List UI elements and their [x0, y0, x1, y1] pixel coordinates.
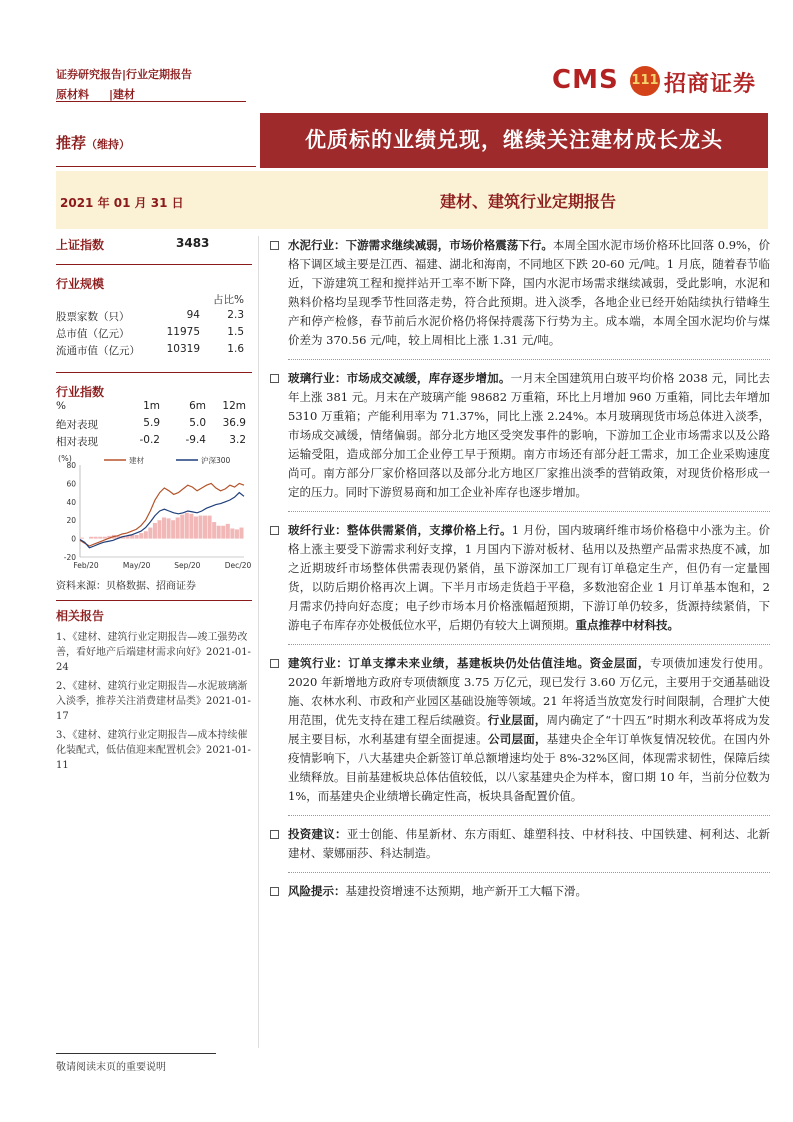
chart-bar-relative	[94, 537, 98, 539]
chart-ytick-label: 40	[66, 497, 76, 507]
chart-bar-relative	[103, 537, 107, 539]
fiber-tail: 重点推荐中材科技。	[575, 618, 679, 632]
macro-text: 专项债加速发行使用。2020 年新增地方政府专项债额度 3.75 万亿元，现已发行 3.60 万亿元，主要用于交通基础设施、农林水利、市政和产业园区基础设施等领域。21 年将适当放宽发行时间限制，合理扩大使用范围，优先支持在建工程后续融资。	[288, 656, 771, 727]
company-text: 基建央企全年订单恢复情况较优。在国内外疫情影响下，八大基建央企新签订单总额增速均处于 8%-32%区间，体现需求韧性，保障后续业绩释放。目前基建板块总体估值较低，以八家基建央企为样本，窗口期 10 年，当前分位数为 1%，而基建央企业绩增长确定性高，板块具备配置价值。	[288, 732, 771, 803]
report-sector	[56, 86, 135, 102]
chart-ytick-label: -20	[63, 553, 76, 562]
pct-header: 占比%	[213, 294, 244, 306]
rating	[56, 132, 130, 153]
chart-bar-relative	[157, 520, 161, 538]
chart-bar-relative	[167, 518, 171, 538]
construction-lead: 建筑行业：订单支撑未来业绩，基建板块仍处估值洼地。	[288, 656, 590, 670]
chart-bar-relative	[194, 517, 198, 539]
scale-label: 股票家数（只）	[56, 311, 130, 323]
chart-xtick-label: May/20	[122, 561, 151, 570]
scale-row	[56, 326, 252, 343]
fiber-lead: 玻纤行业：整体供需紧俏，支撑价格上行。	[288, 523, 512, 537]
rating-rule	[56, 166, 256, 167]
chart-bar-relative	[239, 528, 243, 539]
chart-bar-relative	[80, 538, 84, 539]
glass-lead: 玻璃行业：市场成交减缓，库存逐步增加。	[288, 371, 511, 385]
related-report[interactable]: 2、《建材、建筑行业定期报告—水泥玻璃渐入淡季，推荐关注消费建材品类》2021-01-17	[56, 681, 251, 722]
bullet-box-icon	[270, 374, 279, 383]
index-12m: 3.2	[229, 434, 246, 446]
chart-ylabel: (%)	[58, 454, 72, 463]
risk-section	[268, 882, 770, 901]
chart-ytick-label: 20	[66, 516, 76, 526]
chart-bar-relative	[162, 517, 166, 538]
section-divider	[288, 872, 770, 873]
footer-note: 敬请阅读末页的重要说明	[56, 1053, 216, 1073]
report-body	[268, 236, 770, 910]
header-rule	[56, 101, 246, 102]
index-header-1m: 1m	[143, 400, 160, 412]
index-row	[56, 236, 252, 258]
scale-row	[56, 343, 252, 360]
chart-bar-relative	[185, 513, 189, 539]
chart-bar-relative	[148, 528, 152, 539]
index-6m: 5.0	[189, 417, 206, 429]
section-divider	[288, 359, 770, 360]
fiber-text: 1 月份，国内玻璃纤维市场价格稳中小涨为主。价格上涨主要受下游需求利好支撑，1 月国内下游对板材、毡用以及热塑产品需求热度不减，加之近期玻纤市场整体供需表现仍紧俏，虽下游深加工厂现有订单稳定生产，但仍有一定量囤货，以防后期价格再次上调。下半月市场走货趋于平稳，多数池窑企业 1 月订单基本饱和，2 月需求仍持向好态度；电子纱市场本月价格涨幅超预期，下游订单仍较多，货源持续紧俏，下游电子布库存亦处极低位水平，后期仍有较大上调预期。	[288, 523, 770, 632]
chart-ytick-label: 80	[66, 461, 76, 470]
index-chart-svg	[56, 453, 252, 573]
scale-pct: 1.6	[227, 343, 244, 355]
advice-text: 亚士创能、伟星新材、东方雨虹、雄塑科技、中材科技、中国铁建、柯利达、北新建材、蒙娜丽莎、科达制造。	[288, 827, 770, 860]
chart-bar-relative	[89, 537, 93, 539]
chart-bar-relative	[203, 516, 207, 539]
bullet-box-icon	[270, 659, 279, 668]
report-date: 2021 年 01 月 31 日	[60, 196, 184, 210]
cement-lead: 水泥行业：下游需求继续减弱，市场价格震荡下行。	[288, 238, 553, 252]
chart-bar-relative	[189, 514, 193, 539]
scale-label: 总市值（亿元）	[56, 328, 130, 340]
index-value: 3483	[176, 236, 210, 250]
section-divider	[288, 644, 770, 645]
scale-row	[56, 309, 252, 326]
glass-text: 一月末全国建筑用白玻平均价格 2038 元，同比去年上涨 381 元。月末在产玻璃产能 98682 万重箱，环比上月增加 960 万重箱，同比去年增加 5310 万重箱；产能利用率为 71.37%，同比上涨 2.24%。本月玻璃现货市场总体进入淡季，市场成交减缓，情绪偏弱。部分北方地区受突发事件的影响，下游加工企业市场需求以及公路运输受阻，造成部分加工企业停工早于预期。南方市场还有部分赶工需求，加工企业采购速度尚可。南方部分厂家价格回落以及部分北方地区厂家推出淡季的营销政策，对现货价格形成一定的压力。同时下游贸易商和加工企业补库存也逐步增加。	[288, 371, 771, 499]
subsector-label: |建材	[109, 88, 136, 101]
industry-index-title: 行业指数	[56, 372, 252, 400]
index-row-relative	[56, 434, 252, 451]
macro-label: 资金层面，	[589, 656, 650, 670]
chart-bar-relative	[221, 526, 225, 539]
scale-pct: 2.3	[227, 309, 244, 321]
rating-label: 推荐	[56, 134, 87, 152]
index-1m: -0.2	[139, 434, 160, 446]
index-row-label: 相对表现	[56, 436, 98, 448]
chart-ytick-label: 0	[71, 534, 76, 544]
industry-text: 周内确定了“十四五”时期水利改革将成为发展主要目标，水利基建有望全面提速。	[288, 713, 770, 746]
advice-lead: 投资建议：	[288, 827, 347, 841]
chart-legend-label: 沪深300	[201, 456, 231, 465]
index-chart	[56, 453, 252, 573]
scale-value: 10319	[166, 343, 200, 355]
chart-bar-relative	[171, 520, 175, 538]
chart-bar-relative	[98, 537, 102, 539]
scale-value: 11975	[166, 326, 200, 338]
cement-section	[268, 236, 770, 350]
chart-bar-relative	[217, 526, 221, 539]
scale-header	[56, 292, 252, 309]
logo-cms-text: CMS	[552, 65, 619, 95]
chart-bar-relative	[144, 531, 148, 538]
chart-xtick-label: Dec/20	[224, 561, 252, 570]
logo-cn-text: 招商证券	[664, 72, 757, 97]
index-header-6m: 6m	[189, 400, 206, 412]
chart-bar-relative	[153, 523, 157, 539]
industry-label: 行业层面，	[487, 713, 547, 727]
index-1m: 5.9	[143, 417, 160, 429]
index-header-row	[56, 400, 252, 417]
index-label: 上证指数	[56, 238, 105, 252]
bullet-box-icon	[270, 830, 279, 839]
section-divider	[288, 511, 770, 512]
chart-bar-relative	[135, 535, 139, 539]
column-divider	[258, 236, 259, 1048]
rating-note: （维持）	[86, 138, 131, 151]
fiber-section	[268, 521, 770, 635]
index-header-12m: 12m	[222, 400, 246, 412]
related-title: 相关报告	[56, 609, 105, 623]
cement-text: 本周全国水泥市场价格环比回落 0.9%，价格下调区域主要是江西、福建、湖北和海南，不同地区下跌 20-60 元/吨。1 月底，随着春节临近，下游建筑工程和搅拌站开工率不断下降，国内水泥市场需求继续减弱，受此影响，水泥和熟料价格均呈现季节性回落走势，符合此预期。进入淡季，各地企业已经开始陆续执行错峰生产和停产检修，春节前后水泥价格仍将保持震荡下行势为主。成本端，本周全国水泥均价与煤价差为 370.56 元/吨，较上周相比上涨 1.31 元/吨。	[288, 238, 770, 347]
industry-scale-title: 行业规模	[56, 264, 252, 292]
chart-bar-relative	[212, 522, 216, 539]
report-type: 建材、建筑行业定期报告	[440, 192, 617, 211]
chart-bar-relative	[208, 516, 212, 539]
chart-legend-label: 建材	[129, 456, 144, 465]
logo-badge-icon: 111	[630, 66, 660, 96]
index-row-label: 绝对表现	[56, 419, 98, 431]
construction-section	[268, 654, 770, 806]
chart-bar-relative	[235, 529, 239, 538]
related-report[interactable]: 3、《建材、建筑行业定期报告—成本持续催化装配式，低估值迎来配置机会》2021-01-11	[56, 730, 251, 771]
advice-section	[268, 825, 770, 863]
risk-lead: 风险提示：	[288, 884, 346, 898]
scale-value: 94	[186, 309, 200, 321]
scale-label: 流通市值（亿元）	[56, 345, 140, 357]
chart-bar-relative	[230, 528, 234, 538]
cms-logo	[552, 62, 772, 102]
section-divider	[288, 815, 770, 816]
related-report[interactable]: 1、《建材、建筑行业定期报告—竣工强势改善，看好地产后端建材需求向好》2021-01-24	[56, 632, 251, 673]
chart-bar-relative	[180, 515, 184, 539]
report-title: 优质标的业绩兑现，继续关注建材成长龙头	[260, 113, 768, 168]
chart-bar-relative	[226, 524, 230, 539]
company-label: 公司层面，	[487, 732, 547, 746]
index-row-absolute	[56, 417, 252, 434]
bullet-box-icon	[270, 526, 279, 535]
sector-label: 原材料	[56, 88, 89, 101]
index-header-pct: %	[56, 400, 66, 412]
glass-section	[268, 369, 770, 502]
bullet-box-icon	[270, 241, 279, 250]
chart-xtick-label: Feb/20	[73, 561, 99, 570]
index-6m: -9.4	[185, 434, 206, 446]
chart-bar-relative	[176, 517, 180, 538]
report-category: 证券研究报告|行业定期报告	[56, 68, 193, 81]
scale-pct: 1.5	[227, 326, 244, 338]
chart-xtick-label: Sep/20	[174, 561, 201, 570]
chart-bar-relative	[198, 516, 202, 539]
chart-bar-relative	[139, 533, 143, 539]
chart-source: 资料来源：贝格数据、招商证券	[56, 573, 252, 601]
chart-ytick-label: 60	[66, 479, 76, 489]
risk-text: 基建投资增速不达预期，地产新开工大幅下滑。	[345, 884, 587, 898]
index-12m: 36.9	[222, 417, 246, 429]
sidebar	[56, 236, 252, 777]
bullet-box-icon	[270, 887, 279, 896]
